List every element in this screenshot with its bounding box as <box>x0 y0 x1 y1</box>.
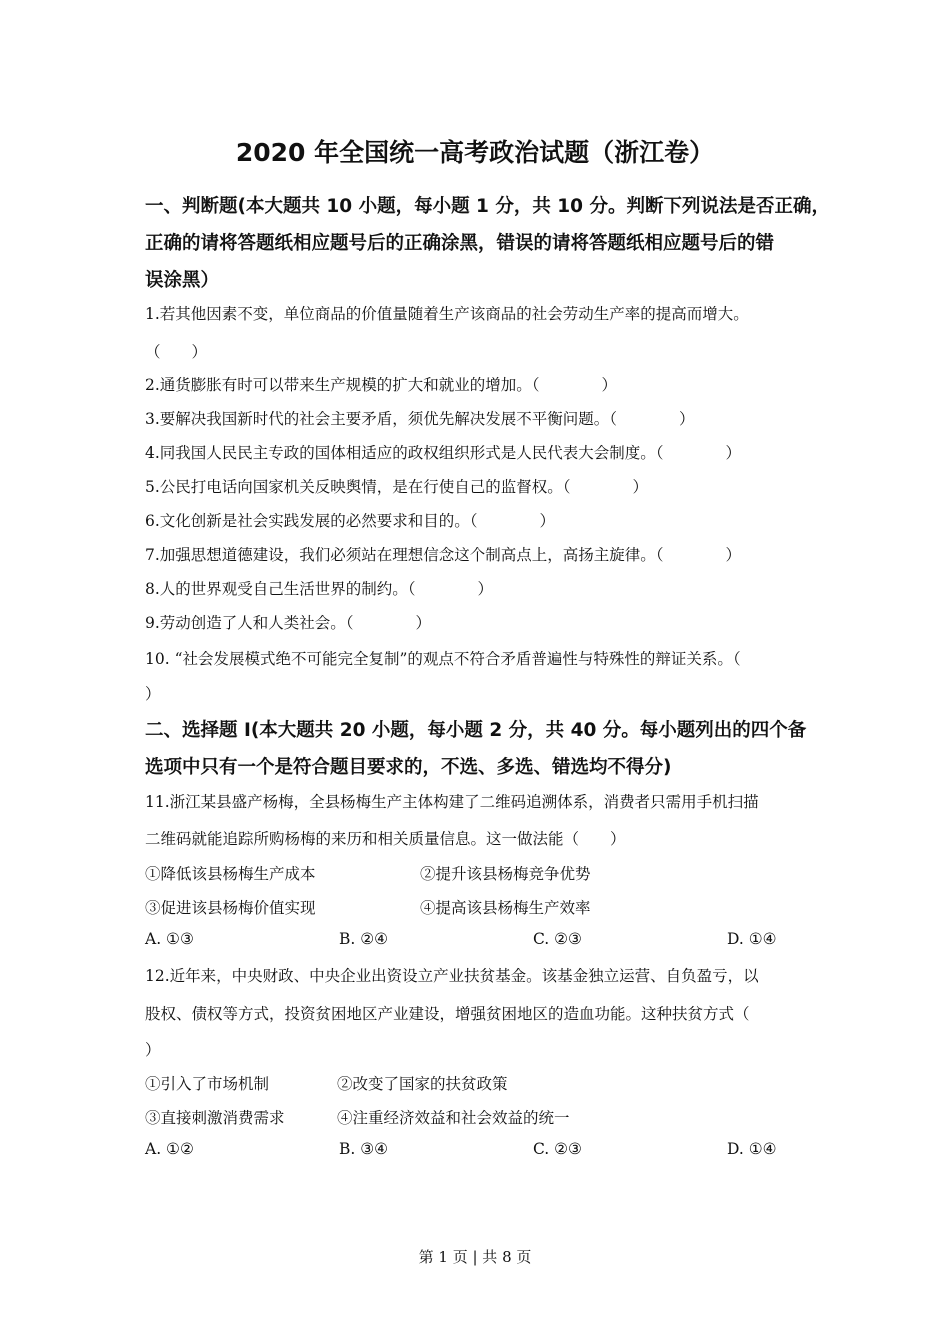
question-12-statement-3: ③直接刺激消费需求 <box>145 1109 285 1127</box>
question-12-statement-1: ①引入了市场机制 <box>145 1075 270 1093</box>
question-12-statement-2: ②改变了国家的扶贫政策 <box>337 1075 508 1093</box>
question-11-line2: 二维码就能追踪所购杨梅的来历和相关质量信息。这一做法能（ ） <box>145 830 626 848</box>
section2-heading-line1: 二、选择题 I(本大题共 20 小题，每小题 2 分，共 40 分。每小题列出的四个备 <box>145 720 807 741</box>
judgment-5: 5.公民打电话向国家机关反映舆情，是在行使自己的监督权。（ ） <box>145 478 649 496</box>
question-12-statement-4: ④注重经济效益和社会效益的统一 <box>337 1109 570 1127</box>
question-11-statement-2: ②提升该县杨梅竞争优势 <box>420 865 591 883</box>
question-12-option-d: D. ①④ <box>727 1140 777 1158</box>
section2-heading-line2: 选项中只有一个是符合题目要求的，不选、多选、错选均不得分) <box>145 757 672 778</box>
question-11-option-c: C. ②③ <box>533 930 582 948</box>
section1-heading-line3: 误涂黑） <box>145 270 220 291</box>
section1-heading-line2: 正确的请将答题纸相应题号后的正确涂黑，错误的请将答题纸相应题号后的错 <box>145 233 775 254</box>
judgment-1: 1.若其他因素不变，单位商品的价值量随着生产该商品的社会劳动生产率的提高而增大。 <box>145 305 749 323</box>
question-11-option-d: D. ①④ <box>727 930 777 948</box>
judgment-1-blank: （ ） <box>145 343 208 361</box>
judgment-2: 2.通货膨胀有时可以带来生产规模的扩大和就业的增加。（ ） <box>145 376 618 394</box>
judgment-7: 7.加强思想道德建设，我们必须站在理想信念这个制高点上，高扬主旋律。（ ） <box>145 546 742 564</box>
judgment-9: 9.劳动创造了人和人类社会。（ ） <box>145 614 432 632</box>
page-footer: 第 1 页 | 共 8 页 <box>418 1248 532 1266</box>
question-11-option-b: B. ②④ <box>339 930 389 948</box>
section1-heading-line1: 一、判断题(本大题共 10 小题，每小题 1 分，共 10 分。判断下列说法是否正确， <box>145 196 830 217</box>
question-12-line2: 股权、债权等方式，投资贫困地区产业建设，增强贫困地区的造血功能。这种扶贫方式（ <box>145 1005 750 1023</box>
judgment-6: 6.文化创新是社会实践发展的必然要求和目的。（ ） <box>145 512 556 530</box>
question-12-option-c: C. ②③ <box>533 1140 582 1158</box>
judgment-10-close: ） <box>145 685 161 703</box>
judgment-8: 8.人的世界观受自己生活世界的制约。（ ） <box>145 580 494 598</box>
judgment-3: 3.要解决我国新时代的社会主要矛盾，须优先解决发展不平衡问题。（ ） <box>145 410 695 428</box>
question-11-line1: 11.浙江某县盛产杨梅，全县杨梅生产主体构建了二维码追溯体系，消费者只需用手机扫描 <box>145 793 759 811</box>
question-12-option-b: B. ③④ <box>339 1140 389 1158</box>
question-11-statement-1: ①降低该县杨梅生产成本 <box>145 865 316 883</box>
question-11-statement-4: ④提高该县杨梅生产效率 <box>420 899 591 917</box>
judgment-4: 4.同我国人民民主专政的国体相适应的政权组织形式是人民代表大会制度。（ ） <box>145 444 742 462</box>
judgment-10: 10. “社会发展模式绝不可能完全复制”的观点不符合矛盾普遍性与特殊性的辩证关系。（ <box>145 650 741 668</box>
question-12-option-a: A. ①② <box>145 1140 194 1158</box>
question-12-line3: ） <box>145 1041 161 1059</box>
question-11-statement-3: ③促进该县杨梅价值实现 <box>145 899 316 917</box>
question-11-option-a: A. ①③ <box>145 930 194 948</box>
question-12-line1: 12.近年来，中央财政、中央企业出资设立产业扶贫基金。该基金独立运营、自负盈亏，以 <box>145 967 759 985</box>
page-title: 2020 年全国统一高考政治试题（浙江卷） <box>235 138 715 167</box>
